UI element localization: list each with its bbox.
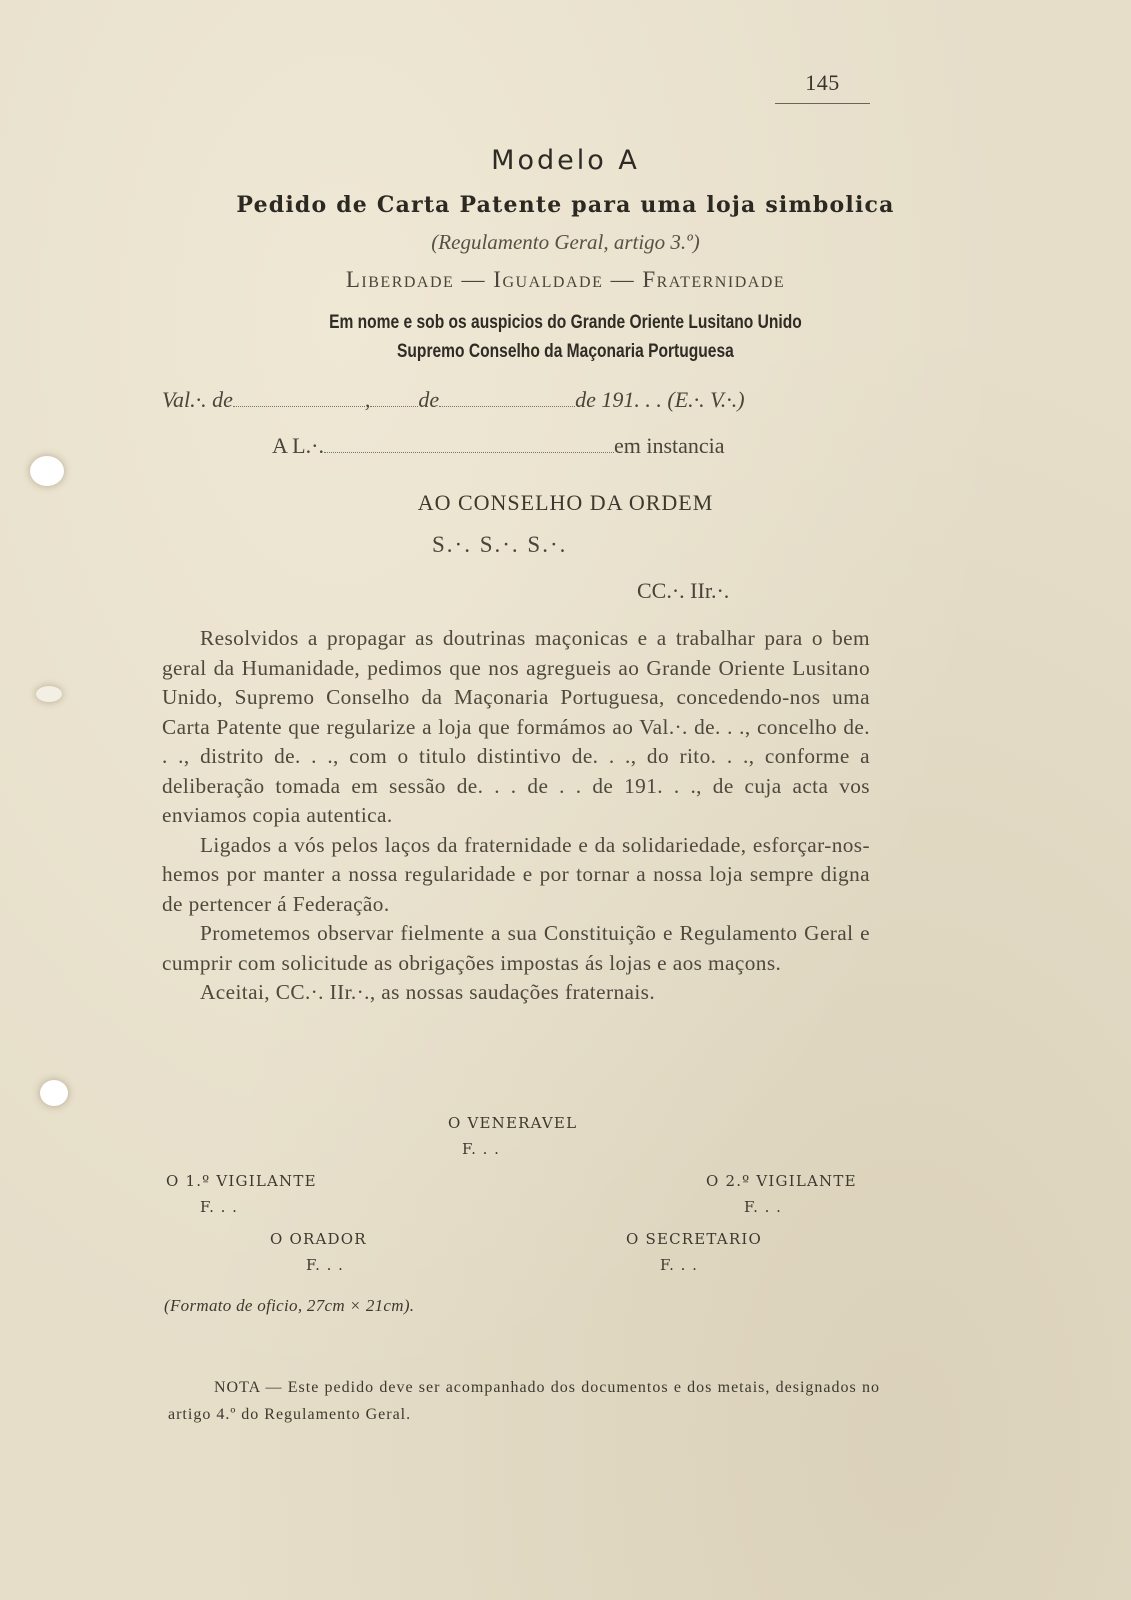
format-note: (Formato de oficio, 27cm × 21cm). — [164, 1296, 415, 1315]
signature-secretario-sign: F. . . — [660, 1256, 698, 1274]
signature-veneravel-sign: F. . . — [462, 1140, 500, 1158]
document-title: Pedido de Carta Patente para uma loja simbolica — [236, 192, 895, 218]
binding-hole-bottom — [40, 1080, 68, 1106]
date-line — [162, 387, 862, 413]
signature-vigilante1-sign: F. . . — [200, 1198, 238, 1216]
signature-veneravel-title: O VENERAVEL — [448, 1114, 578, 1132]
date-line-part-2: , — [364, 387, 371, 412]
blank-field — [233, 390, 365, 407]
body-paragraph: Ligados a vós pelos laços da fraternidade e da solidariedade, esforçar-nos-hemos por manter a nossa regularidade e por tornar a nossa loja sempre digna de pertencer á Federação. — [162, 832, 870, 916]
signature-vigilante2-sign: F. . . — [744, 1198, 782, 1216]
invocation-line-1: Em nome e sob os auspicios do Grande Oriente Lusitano Unido — [329, 312, 802, 333]
signature-orador-sign: F. . . — [306, 1256, 344, 1274]
date-line-part-3: de — [418, 387, 440, 412]
body-paragraph: Prometemos observar fielmente a sua Constituição e Regulamento Geral e cumprir com solicitude as obrigações impostas ás lojas e aos maçons. — [162, 921, 870, 975]
invocation-line-2: Supremo Conselho da Maçonaria Portuguesa — [397, 341, 734, 362]
binding-hole-top — [30, 456, 64, 486]
document-subtitle: (Regulamento Geral, artigo 3.º) — [431, 230, 700, 254]
body-paragraph: Resolvidos a propagar as doutrinas maçonicas e a trabalhar para o bem geral da Humanidade, pedimos que nos agregueis ao Grande Oriente Lusitano Unido, Supremo Conselho da Maçonaria Portuguesa, concedendo-nos uma Carta Patente que regularize a loja que formámos ao Val.·. de. . ., concelho de. . ., distrito de. . ., com o titulo distintivo de. . ., do rito. . ., conforme a deliberação tomada em sessão de. . . de . . de 191. . ., de cuja acta vos enviamos copia autentica. — [162, 626, 870, 827]
blank-field — [439, 390, 575, 407]
signature-orador-title: O ORADOR — [270, 1230, 367, 1248]
date-line-part-1: Val.·. de — [162, 387, 233, 412]
letter-body — [162, 624, 870, 1008]
lodge-suffix: em instancia — [613, 433, 725, 458]
binding-hole-mid — [36, 686, 62, 702]
footnote-text: NOTA — Este pedido deve ser acompanhado dos documentos e dos metais, designados no artigo 4.º do Regulamento Geral. — [168, 1379, 880, 1423]
blank-field — [370, 390, 418, 407]
salutation-sss: S.·. S.·. S.·. — [432, 532, 568, 557]
salutation-cc: CC.·. IIr.·. — [637, 578, 730, 603]
footnote — [168, 1374, 880, 1428]
signature-secretario-title: O SECRETARIO — [626, 1230, 762, 1248]
signature-vigilante2-title: O 2.º VIGILANTE — [706, 1172, 857, 1190]
page-number-rule — [775, 103, 870, 104]
date-line-part-4: de 191. . . (E.·. V.·.) — [575, 387, 745, 412]
blank-field — [324, 436, 614, 453]
signature-vigilante1-title: O 1.º VIGILANTE — [166, 1172, 317, 1190]
page-heading: Modelo A — [491, 145, 640, 176]
lodge-line — [272, 433, 872, 459]
body-paragraph: Aceitai, CC.·. IIr.·., as nossas saudações fraternais. — [200, 980, 656, 1004]
motto: Liberdade — Igualdade — Fraternidade — [345, 267, 786, 292]
addressee: AO CONSELHO DA ORDEM — [417, 490, 714, 515]
lodge-prefix: A L.·. — [272, 433, 324, 458]
page-number: 145 — [805, 70, 840, 95]
